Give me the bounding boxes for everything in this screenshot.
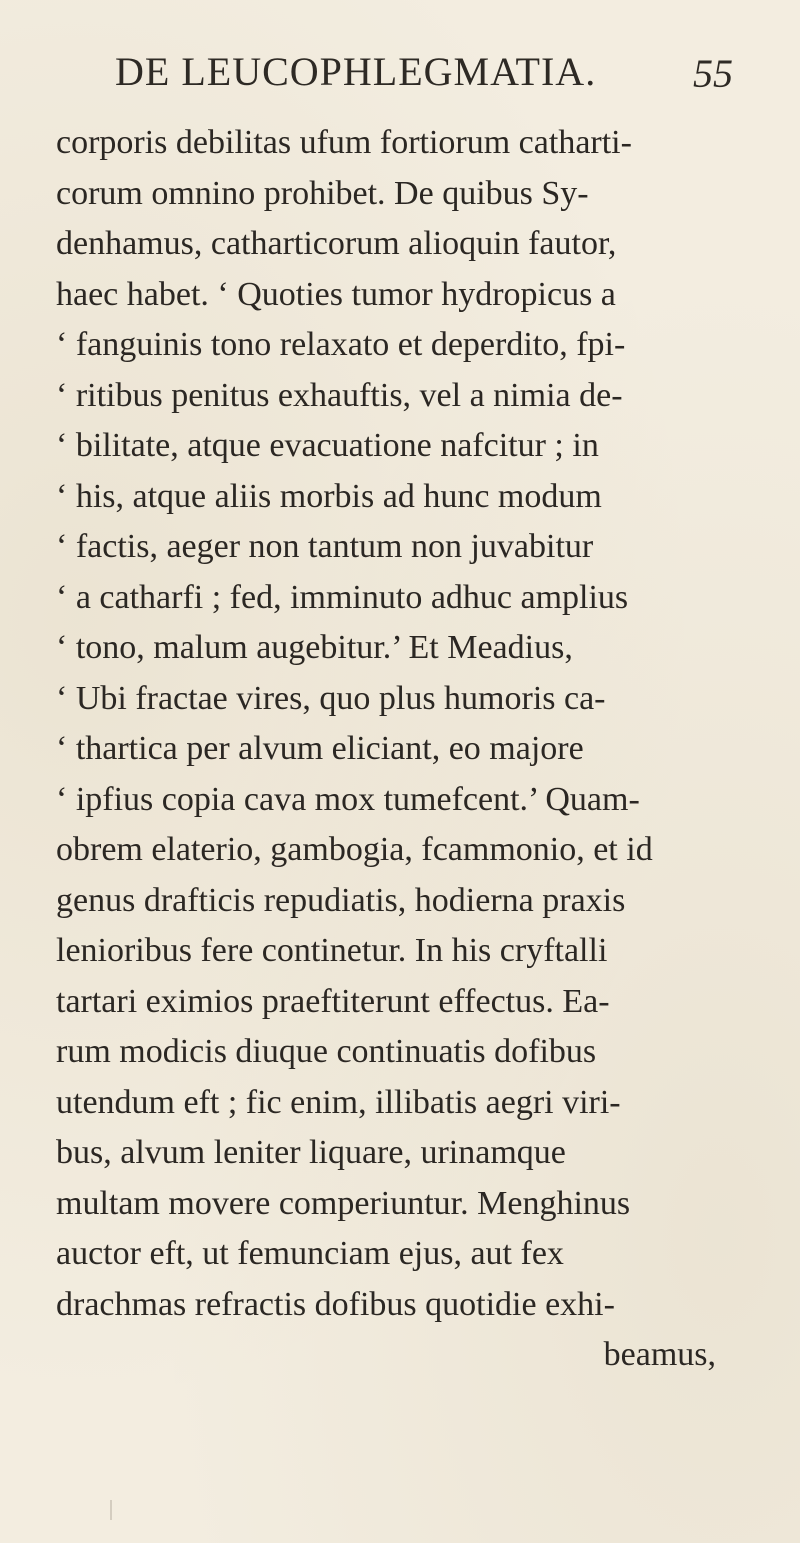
text-line: ‘ factis, aeger non tantum non juvabitur [56, 528, 594, 565]
text-line: rum modicis diuque continuatis dofibus [56, 1033, 597, 1070]
text-line: ‘ tono, malum augebitur.’ Et Meadius, [56, 629, 573, 666]
text-line: tartari eximios praeftiterunt effectus. Ea- [56, 982, 610, 1020]
text-line: denhamus, catharticorum alioquin fautor, [56, 225, 617, 262]
text-line: ‘ bilitate, atque evacuatione nafcitur ; in [56, 427, 599, 464]
text-line: ‘ ipfius copia cava mox tumefcent.’ Quam- [56, 780, 640, 818]
text-line: ‘ ritibus penitus exhauftis, vel a nimia de- [56, 376, 623, 414]
text-line: ‘ a catharfi ; fed, imminuto adhuc amplius [56, 578, 629, 616]
page-number: 55 [693, 51, 733, 96]
text-line: ‘ fanguinis tono relaxato et deperdito, fpi- [56, 326, 626, 363]
text-line: bus, alvum leniter liquare, urinamque [56, 1134, 566, 1171]
page-header [115, 48, 733, 108]
text-line: utendum eft ; fic enim, illibatis aegri viri- [56, 1083, 621, 1121]
text-line: drachmas refractis dofibus quotidie exhi- [56, 1285, 615, 1323]
catchword-line: beamus, [603, 1336, 716, 1373]
text-line: corum omnino prohibet. De quibus Sy- [56, 174, 589, 212]
body-text [56, 118, 756, 1381]
text-line: obrem elaterio, gambogia, fcammonio, et id [56, 831, 653, 868]
paper-mark [110, 1500, 112, 1520]
text-line: haec habet. ‘ Quoties tumor hydropicus a [56, 275, 616, 313]
text-line: ‘ thartica per alvum eliciant, eo majore [56, 730, 584, 767]
text-line: genus drafticis repudiatis, hodierna praxis [56, 881, 626, 919]
text-line: lenioribus fere continetur. In his cryftalli [56, 932, 608, 969]
text-line: multam movere comperiuntur. Menghinus [56, 1184, 631, 1222]
text-line: ‘ his, atque aliis morbis ad hunc modum [56, 477, 602, 515]
text-line: auctor eft, ut femunciam ejus, aut fex [56, 1235, 564, 1272]
text-line: ‘ Ubi fractae vires, quo plus humoris ca- [56, 679, 606, 717]
running-title: DE LEUCOPHLEGMATIA. [115, 49, 597, 94]
text-line: corporis debilitas ufum fortiorum catharti- [56, 124, 632, 161]
